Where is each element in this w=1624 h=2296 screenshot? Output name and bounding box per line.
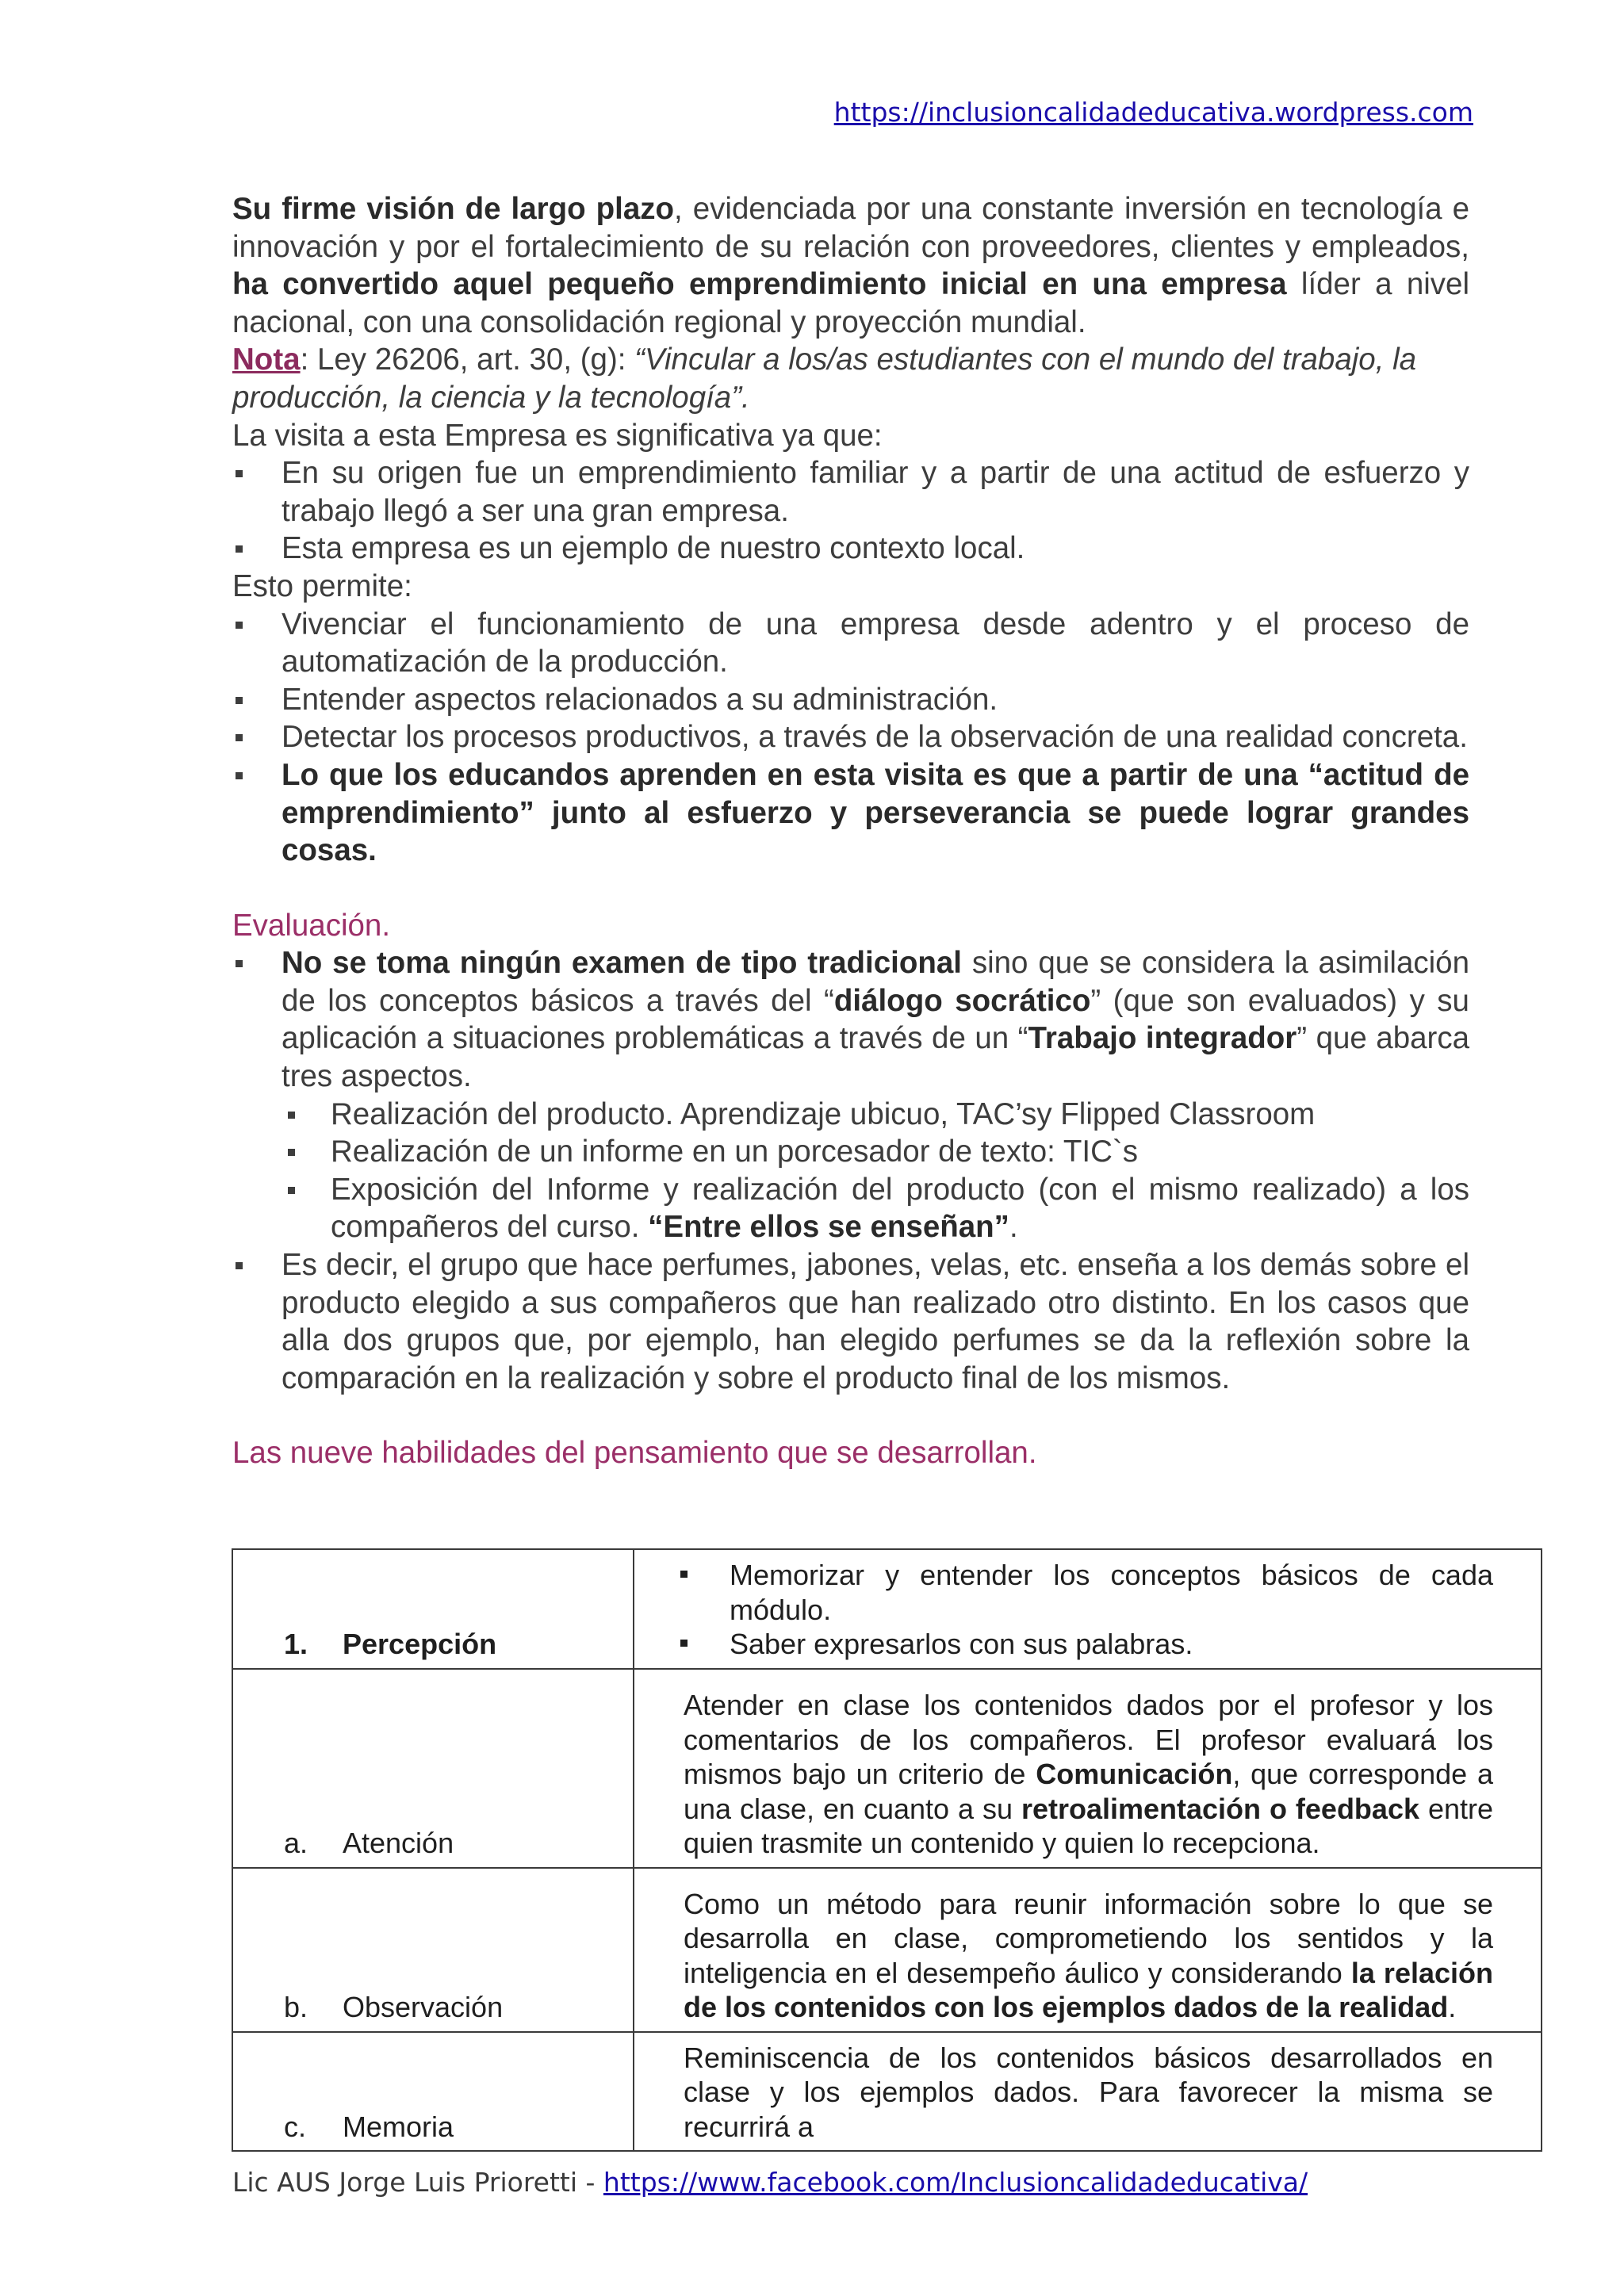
eval-text-3: ” que abarca tres aspectos. <box>282 1021 1469 1094</box>
row-number: a. <box>284 1827 308 1859</box>
table-cell-label <box>232 1868 634 2032</box>
table-row <box>232 1868 1542 2032</box>
atencion-text-1: Atender en clase los contenidos dados por el profesor y los comentarios de los compañeros. El profesor evaluará los mismos bajo un criterio de <box>684 1689 1493 1790</box>
nota-text: : Ley 26206, art. 30, (g): <box>300 342 635 377</box>
intro-text-1: , evidenciada por una constante inversión en tecnología e innovación y por el fortalecimiento de su relación con proveedores, clientes y empleados, <box>232 192 1469 264</box>
nota-quote: “Vincular a los/as estudiantes con el mundo del trabajo, la producción, la ciencia y la tecnología”. <box>232 342 1417 415</box>
table-cell-label <box>232 1549 634 1669</box>
observacion-bold-1: la relación de los contenidos con los ejemplos dados de la realidad <box>684 1956 1493 2023</box>
footer-facebook-link[interactable]: https://www.facebook.com/Inclusioncalidadeducativa/ <box>603 2167 1308 2198</box>
permite-list <box>232 606 1469 870</box>
table-row <box>232 1549 1542 1669</box>
sub-item3-text: Exposición del Informe y realización del producto (con el mismo realizado) a los compañeros del curso. <box>331 1172 1469 1245</box>
footer <box>232 2167 1308 2198</box>
observacion-text-1: Como un método para reunir información sobre lo que se desarrolla en clase, comprometiendo los sentidos y la inteligencia en el desempeño áulico y considerando <box>684 1887 1493 1989</box>
row-number: b. <box>284 1991 308 2023</box>
permite-lead: Esto permite: <box>232 568 412 603</box>
table-cell-label <box>232 1669 634 1868</box>
evaluacion-heading: Evaluación. <box>232 908 391 943</box>
footer-author: Lic AUS Jorge Luis Prioretti - <box>232 2167 603 2198</box>
list-item: Vivenciar el funcionamiento de una empresa desde adentro y el proceso de automatización de la producción. <box>232 606 1469 681</box>
list-item: Entender aspectos relacionados a su administración. <box>232 681 1469 719</box>
list-item <box>232 756 1469 870</box>
atencion-text-3: entre quien trasmite un contenido y quien lo recepciona. <box>684 1792 1493 1859</box>
list-item: Esta empresa es un ejemplo de nuestro contexto local. <box>232 530 1469 568</box>
atencion-text-2: , que corresponde a una clase, en cuanto a su <box>684 1758 1493 1825</box>
observacion-text-2: . <box>1448 1991 1457 2023</box>
list-item: Realización de un informe en un porcesador de texto: TIC`s <box>282 1133 1469 1171</box>
row-number: 1. <box>284 1628 308 1660</box>
list-item: Es decir, el grupo que hace perfumes, jabones, velas, etc. enseña a los demás sobre el producto elegido a sus compañeros que han realizado otro distinto. En los casos que alla dos grupos que, por ejemplo, han elegido perfumes se da la reflexión sobre la comparación en la realización y sobre el producto final de los mismos. <box>232 1246 1469 1397</box>
visita-lead: La visita a esta Empresa es significativa ya que: <box>232 418 883 453</box>
intro-bold-1: Su firme visión de largo plazo <box>232 192 675 226</box>
eval-bold-1: No se toma ningún examen de tipo tradicional <box>282 946 962 981</box>
list-item: Realización del producto. Aprendizaje ubicuo, TAC’sy Flipped Classroom <box>282 1096 1469 1134</box>
table-cell-label <box>232 2032 634 2152</box>
nota-label: Nota <box>232 342 301 377</box>
list-item: En su origen fue un emprendimiento familiar y a partir de una actitud de esfuerzo y trabajo llegó a ser una gran empresa. <box>232 454 1469 530</box>
intro-bold-2: ha convertido aquel pequeño emprendimiento inicial en una empresa <box>232 267 1287 302</box>
atencion-bold-1: Comunicación <box>1036 1758 1233 1790</box>
visita-list <box>232 454 1469 568</box>
intro-text-2: líder a nivel nacional, con una consolidación regional y proyección mundial. <box>232 267 1470 339</box>
intro-paragraph <box>232 190 1469 341</box>
row-label: Percepción <box>343 1628 497 1660</box>
atencion-bold-2: retroalimentación o feedback <box>1021 1792 1419 1825</box>
row-number: c. <box>284 2110 307 2143</box>
nota-paragraph <box>232 341 1469 416</box>
table-row <box>232 2032 1542 2152</box>
eval-text-2: ” (que son evaluados) y su aplicación a situaciones problemáticas a través de un “ <box>282 983 1469 1056</box>
table-cell-description: Reminiscencia de los contenidos básicos desarrollados en clase y los ejemplos dados. Para favorecer la misma se recurrirá a <box>634 2032 1542 2152</box>
list-item: Saber expresarlos con sus palabras. <box>679 1627 1493 1662</box>
list-item <box>232 944 1469 1246</box>
habilidades-table <box>232 1548 1542 2152</box>
row-label: Atención <box>343 1827 454 1859</box>
habilidades-heading: Las nueve habilidades del pensamiento que se desarrollan. <box>232 1436 1037 1471</box>
eval-bold-3: Trabajo integrador <box>1028 1021 1297 1056</box>
list-item: Detectar los procesos productivos, a través de la observación de una realidad concreta. <box>232 718 1469 756</box>
eval-text-1: sino que se considera la asimilación de los conceptos básicos a través del “ <box>282 946 1469 1018</box>
evaluacion-sublist <box>282 1096 1469 1246</box>
evaluacion-list <box>232 944 1469 1397</box>
table-cell-description <box>634 1669 1542 1868</box>
permite-bold-item: Lo que los educandos aprenden en esta visita es que a partir de una “actitud de emprendimiento” junto al esfuerzo y perseverancia se puede lograr grandes cosas. <box>282 757 1469 868</box>
percepcion-list <box>679 1558 1493 1662</box>
sub-item3-bold: “Entre ellos se enseñan” <box>648 1210 1009 1245</box>
table-cell-description <box>634 1868 1542 2032</box>
list-item: Memorizar y entender los conceptos básicos de cada módulo. <box>679 1558 1493 1627</box>
eval-bold-2: diálogo socrático <box>833 983 1091 1018</box>
main-content <box>232 190 1469 1472</box>
header-blog-link[interactable]: https://inclusioncalidadeducativa.wordpress.com <box>833 97 1473 128</box>
row-label: Memoria <box>343 2110 454 2143</box>
table-row <box>232 1669 1542 1868</box>
sub-item3-end: . <box>1009 1210 1018 1245</box>
row-label: Observación <box>343 1991 504 2023</box>
list-item <box>282 1171 1469 1246</box>
table-cell-description <box>634 1549 1542 1669</box>
